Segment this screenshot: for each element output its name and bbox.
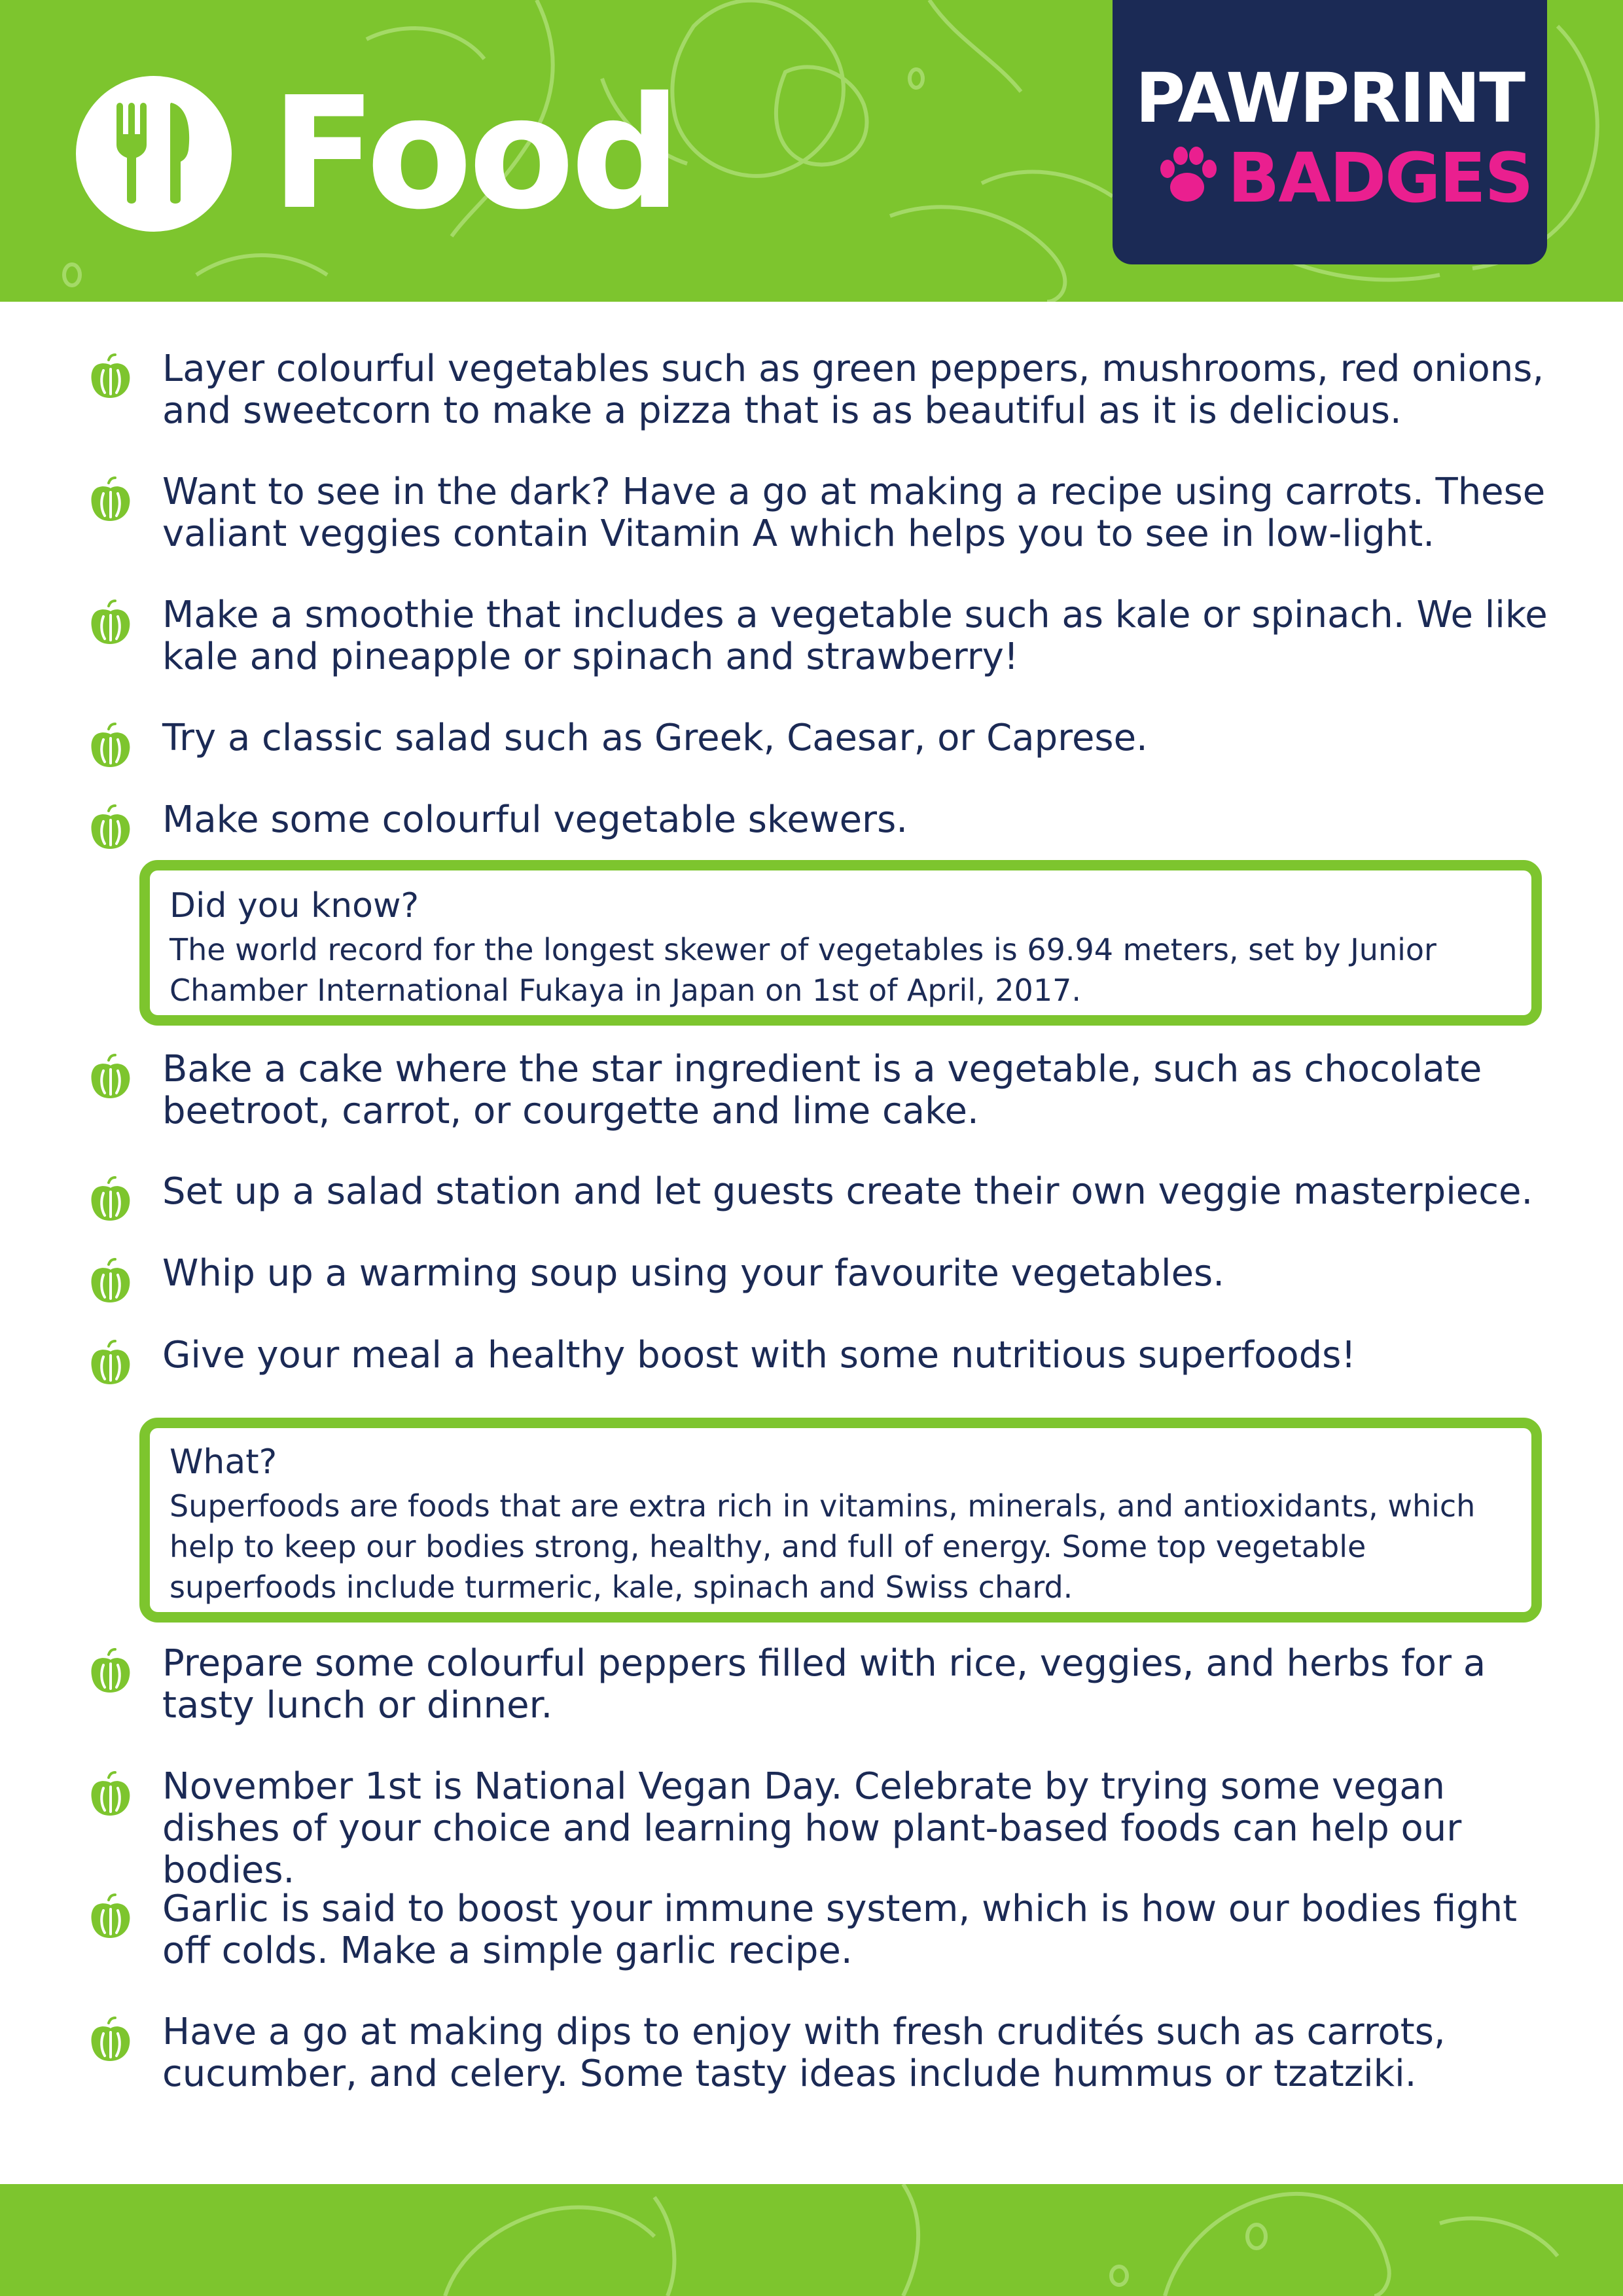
what-box bbox=[139, 1418, 1542, 1623]
green-pepper-icon bbox=[90, 1258, 131, 1304]
box-heading: Did you know? bbox=[169, 886, 419, 925]
title-area bbox=[76, 63, 677, 243]
green-pepper-icon bbox=[90, 1176, 131, 1222]
vegetable-doodle-pattern bbox=[0, 2184, 1623, 2296]
green-pepper-icon bbox=[90, 353, 131, 399]
box-heading: What? bbox=[169, 1443, 277, 1482]
logo-wordmark-top: PAWPRINT bbox=[1135, 58, 1525, 138]
green-pepper-icon bbox=[90, 1771, 131, 1817]
header-banner bbox=[0, 0, 1623, 302]
box-body: Superfoods are foods that are extra rich in vitamins, minerals, and antioxidants, which help to keep our bodies strong, healthy, and full of energy. Some top vegetable superfoods include turmeric, kale, spinach and Swiss chard. bbox=[169, 1488, 1476, 1605]
green-pepper-icon bbox=[90, 476, 131, 522]
pawprint-badges-logo bbox=[1113, 0, 1547, 264]
fork-knife-icon bbox=[76, 76, 232, 232]
green-pepper-icon bbox=[90, 1340, 131, 1386]
did-you-know-box bbox=[139, 860, 1542, 1026]
green-pepper-icon bbox=[90, 600, 131, 645]
footer-banner bbox=[0, 2184, 1623, 2296]
page-title: Food bbox=[271, 63, 677, 243]
paw-icon bbox=[1154, 143, 1220, 208]
green-pepper-icon bbox=[90, 1054, 131, 1100]
green-pepper-icon bbox=[90, 1648, 131, 1694]
green-pepper-icon bbox=[90, 1893, 131, 1939]
box-body: The world record for the longest skewer of vegetables is 69.94 meters, set by Junior Chamber International Fukaya in Japan on 1st of April, 2017. bbox=[169, 932, 1436, 1008]
green-pepper-icon bbox=[90, 804, 131, 850]
green-pepper-icon bbox=[90, 723, 131, 768]
green-pepper-icon bbox=[90, 2017, 131, 2062]
logo-wordmark-bottom: BADGES bbox=[1228, 138, 1533, 218]
